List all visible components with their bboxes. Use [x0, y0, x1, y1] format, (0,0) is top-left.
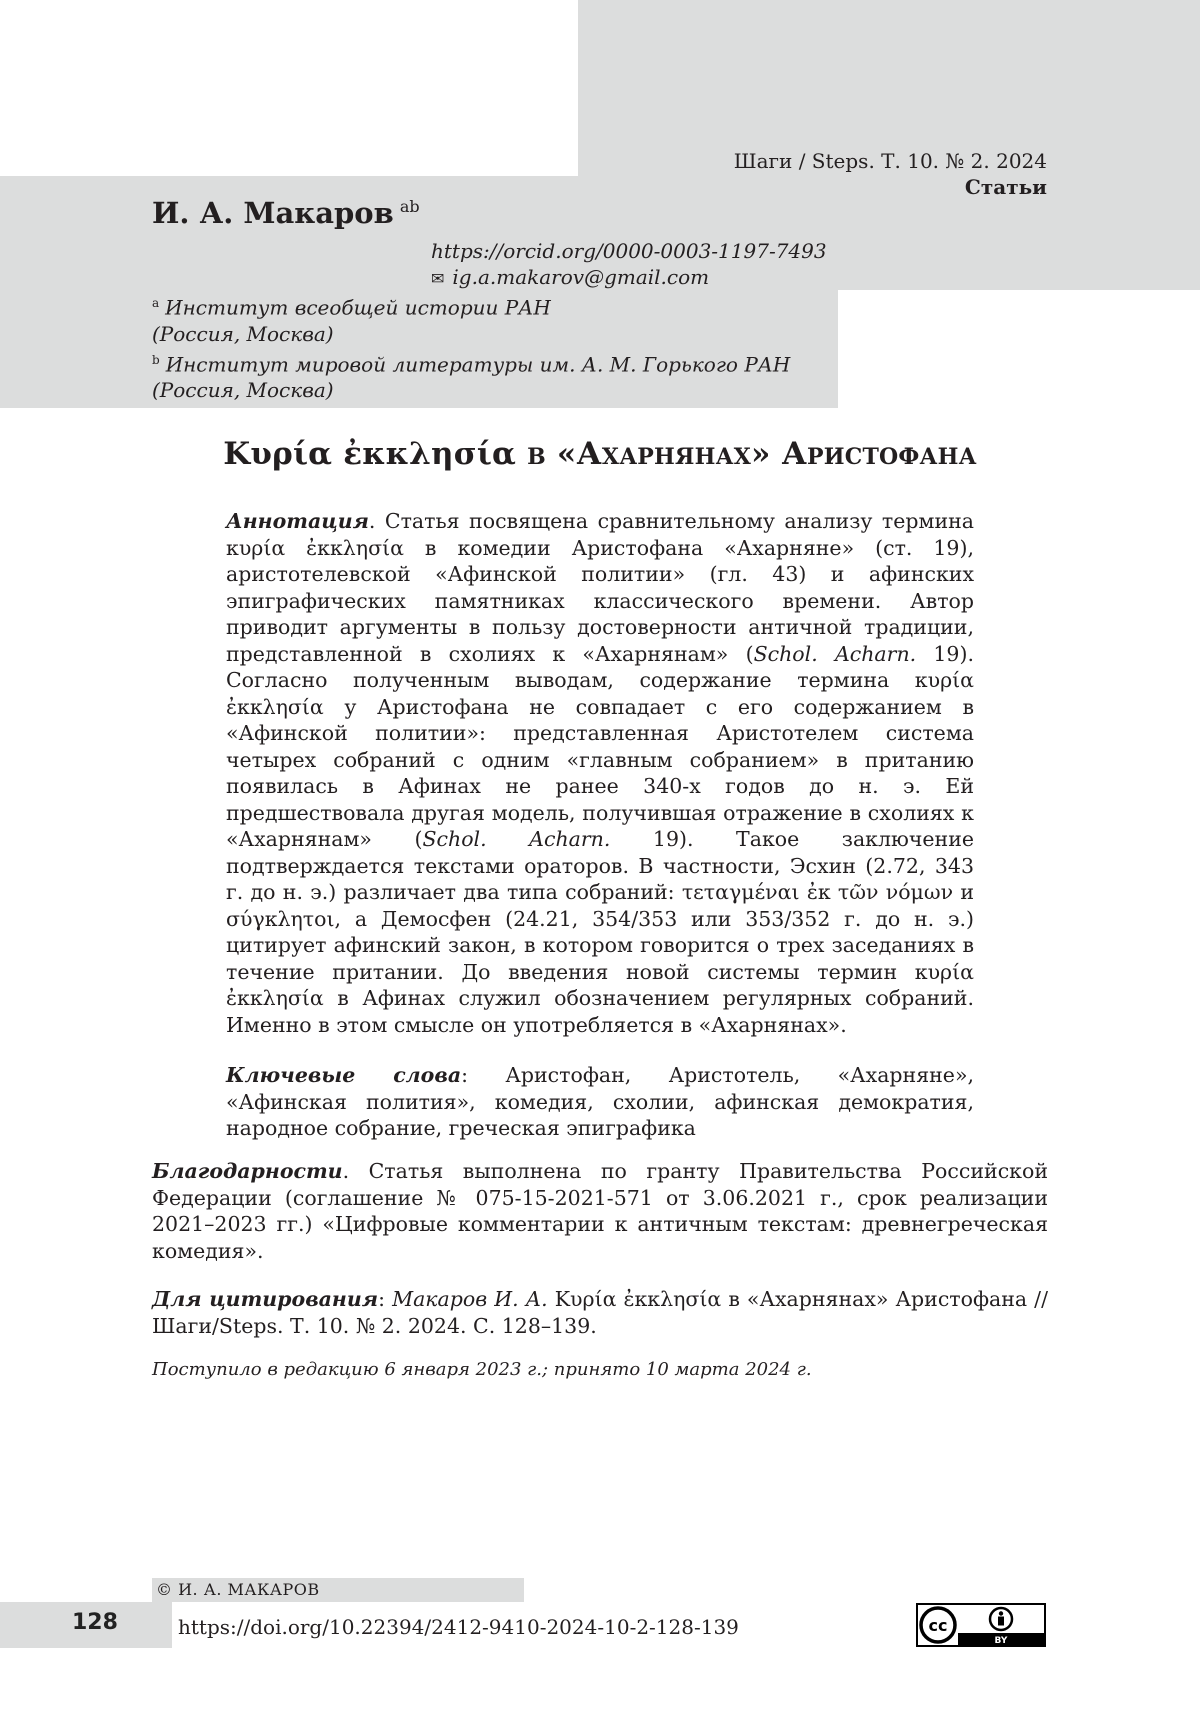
affiliation-name: Институт всеобщей истории РАН [165, 296, 551, 320]
envelope-icon: ✉ [431, 269, 444, 288]
citation-paragraph [152, 1286, 1048, 1339]
cc-by-license-graphic [918, 1605, 1044, 1645]
section-label: Статьи [734, 174, 1047, 200]
keywords-label: Ключевые слова [226, 1063, 461, 1087]
acknowledgements-label: Благодарности [152, 1159, 343, 1183]
author-name [152, 196, 420, 230]
email-link[interactable]: ig.a.makarov@gmail.com [452, 265, 709, 289]
journal-line: Шаги / Steps. Т. 10. № 2. 2024 [734, 148, 1047, 174]
orcid-link[interactable]: https://orcid.org/0000-0003-1197-7493 [431, 238, 827, 264]
keywords-paragraph [226, 1062, 974, 1142]
abstract-text: 19). Такое заключение подтверждается текстами ораторов. В частности, Эсхин (2.72, 343 г. до н. э.) различает два типа собраний: τεταγμέναι ἐκ τῶν νόμων и σύγκλητοι, а Демосфен (24.21, 354/353 или 353/352 г. до н. э.) цитирует афинский закон, в котором говорится о трех заседаниях в течение притании. До введения новой системы термин κυρία ἐκκλησία в Афинах служил обозначением регулярных собраний. Именно в этом смысле он употребляется в «Ахарнянах». [226, 827, 974, 1037]
affiliation-name: Институт мировой литературы им. А. М. Горького РАН [166, 352, 791, 376]
received-dates: Поступило в редакцию 6 января 2023 г.; принято 10 марта 2024 г. [152, 1359, 812, 1380]
author-superscript: ab [400, 197, 420, 216]
citation-author: Макаров И. А. [392, 1287, 548, 1311]
citation-text: Κυρία ἐκκλησία в «Ахарнянах» Аристофана // Шаги/Steps. Т. 10. № 2. 2024. С. 128–139. [152, 1287, 1048, 1338]
affiliation-mark: b [152, 353, 160, 367]
title-rest: в «Ахарнянах» Аристофана [527, 436, 977, 472]
abstract-text: 19). Согласно полученным выводам, содержание термина κυρία ἐκκλησία у Аристофана не совпадает с его содержанием в «Афинской политии»: представленная Аристотелем система четырех собраний с одним «главным собранием» в пританию появилась в Афинах не ранее 340-х годов до н. э. Ей предшествовала другая модель, получившая отражение в схолиях к «Ахарнянам» ( [226, 642, 974, 852]
keywords-text: : Аристофан, Аристотель, «Ахарняне», «Афинская полития», комедия, схолии, афинская демократия, народное собрание, греческая эпиграфика [226, 1063, 974, 1140]
article-meta-block [152, 1158, 1048, 1339]
acknowledgements-text: . Статья выполнена по гранту Правительства Российской Федерации (соглашение № 075-15-2021-571 от 3.06.2021 г., срок реализации 2021–2023 гг.) «Цифровые комментарии к античным текстам: древнегреческая комедия». [152, 1159, 1048, 1263]
abstract-paragraph [226, 508, 974, 1038]
affiliation-location: (Россия, Москва) [152, 321, 790, 347]
acknowledgements-paragraph [152, 1158, 1048, 1264]
title-greek: Κυρία ἐκκλησία [223, 436, 516, 472]
abstract-source: Schol. Acharn. [422, 827, 610, 851]
license-badge-text: BY [995, 1636, 1008, 1645]
page-number: 128 [72, 1610, 118, 1635]
abstract-label: Аннотация [226, 509, 369, 533]
abstract-block [226, 508, 974, 1142]
affiliations [152, 290, 790, 403]
svg-text:cc: cc [929, 1616, 948, 1635]
abstract-source: Schol. Acharn. [754, 642, 917, 666]
abstract-text: . Статья посвящена сравнительному анализу термина κυρία ἐκκλησία в комедии Аристофана «Ахарняне» (ст. 19), аристотелевской «Афинской политии» (гл. 43) и афинских эпиграфических памятниках классического времени. Автор приводит аргументы в пользу достоверности античной традиции, представленной в схолиях к «Ахарнянам» ( [226, 509, 974, 666]
email-line [431, 264, 709, 292]
citation-colon: : [378, 1287, 392, 1311]
affiliation-b [152, 347, 790, 378]
citation-label: Для цитирования [152, 1287, 378, 1311]
doi-link[interactable]: https://doi.org/10.22394/2412-9410-2024-10-2-128-139 [178, 1615, 739, 1639]
cc-by-icon[interactable] [916, 1603, 1046, 1647]
affiliation-mark: a [152, 296, 159, 310]
copyright-line: © И. А. МАКАРОВ [156, 1580, 320, 1599]
affiliation-location: (Россия, Москва) [152, 377, 790, 403]
author-name-text: И. А. Макаров [152, 196, 394, 230]
journal-header [734, 148, 1047, 200]
article-title [0, 436, 1200, 472]
affiliation-a [152, 290, 790, 321]
